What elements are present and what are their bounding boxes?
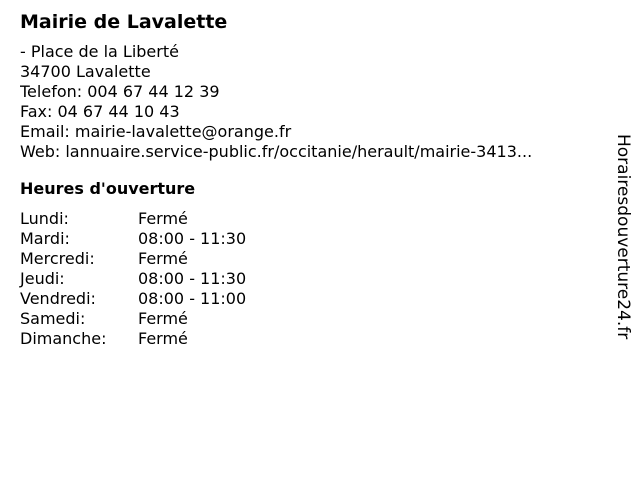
hours-value: Fermé (138, 209, 188, 228)
hours-row-samedi (20, 309, 246, 329)
hours-value: Fermé (138, 309, 188, 328)
phone-text: Telefon: 004 67 44 12 39 (20, 82, 220, 101)
hours-table (20, 209, 246, 349)
address-street: - Place de la Liberté (20, 42, 179, 61)
hours-value: 08:00 - 11:30 (138, 269, 247, 288)
hours-row-lundi (20, 209, 246, 229)
hours-row-jeudi (20, 269, 246, 289)
day-label: Dimanche: (20, 329, 107, 348)
fax-text: Fax: 04 67 44 10 43 (20, 102, 180, 121)
page-title: Mairie de Lavalette (20, 11, 228, 33)
day-label: Mercredi: (20, 249, 95, 268)
hours-value: Fermé (138, 249, 188, 268)
day-label: Lundi: (20, 209, 69, 228)
hours-value: 08:00 - 11:30 (138, 229, 247, 248)
hours-row-vendredi (20, 289, 246, 309)
mairie-card (20, 10, 600, 349)
hours-row-mardi (20, 229, 246, 249)
day-label: Samedi: (20, 309, 86, 328)
day-label: Vendredi: (20, 289, 96, 308)
day-label: Jeudi: (20, 269, 65, 288)
hours-row-dimanche (20, 329, 246, 349)
hours-value: 08:00 - 11:00 (138, 289, 247, 308)
day-label: Mardi: (20, 229, 70, 248)
email-text: Email: mairie-lavalette@orange.fr (20, 122, 292, 141)
hours-title: Heures d'ouverture (20, 179, 196, 198)
site-watermark: Horairesdouverture24.fr (613, 134, 633, 340)
hours-value: Fermé (138, 329, 188, 348)
address-city: 34700 Lavalette (20, 62, 151, 81)
web-text: Web: lannuaire.service-public.fr/occitanie/herault/mairie-3413... (20, 142, 533, 161)
hours-row-mercredi (20, 249, 246, 269)
